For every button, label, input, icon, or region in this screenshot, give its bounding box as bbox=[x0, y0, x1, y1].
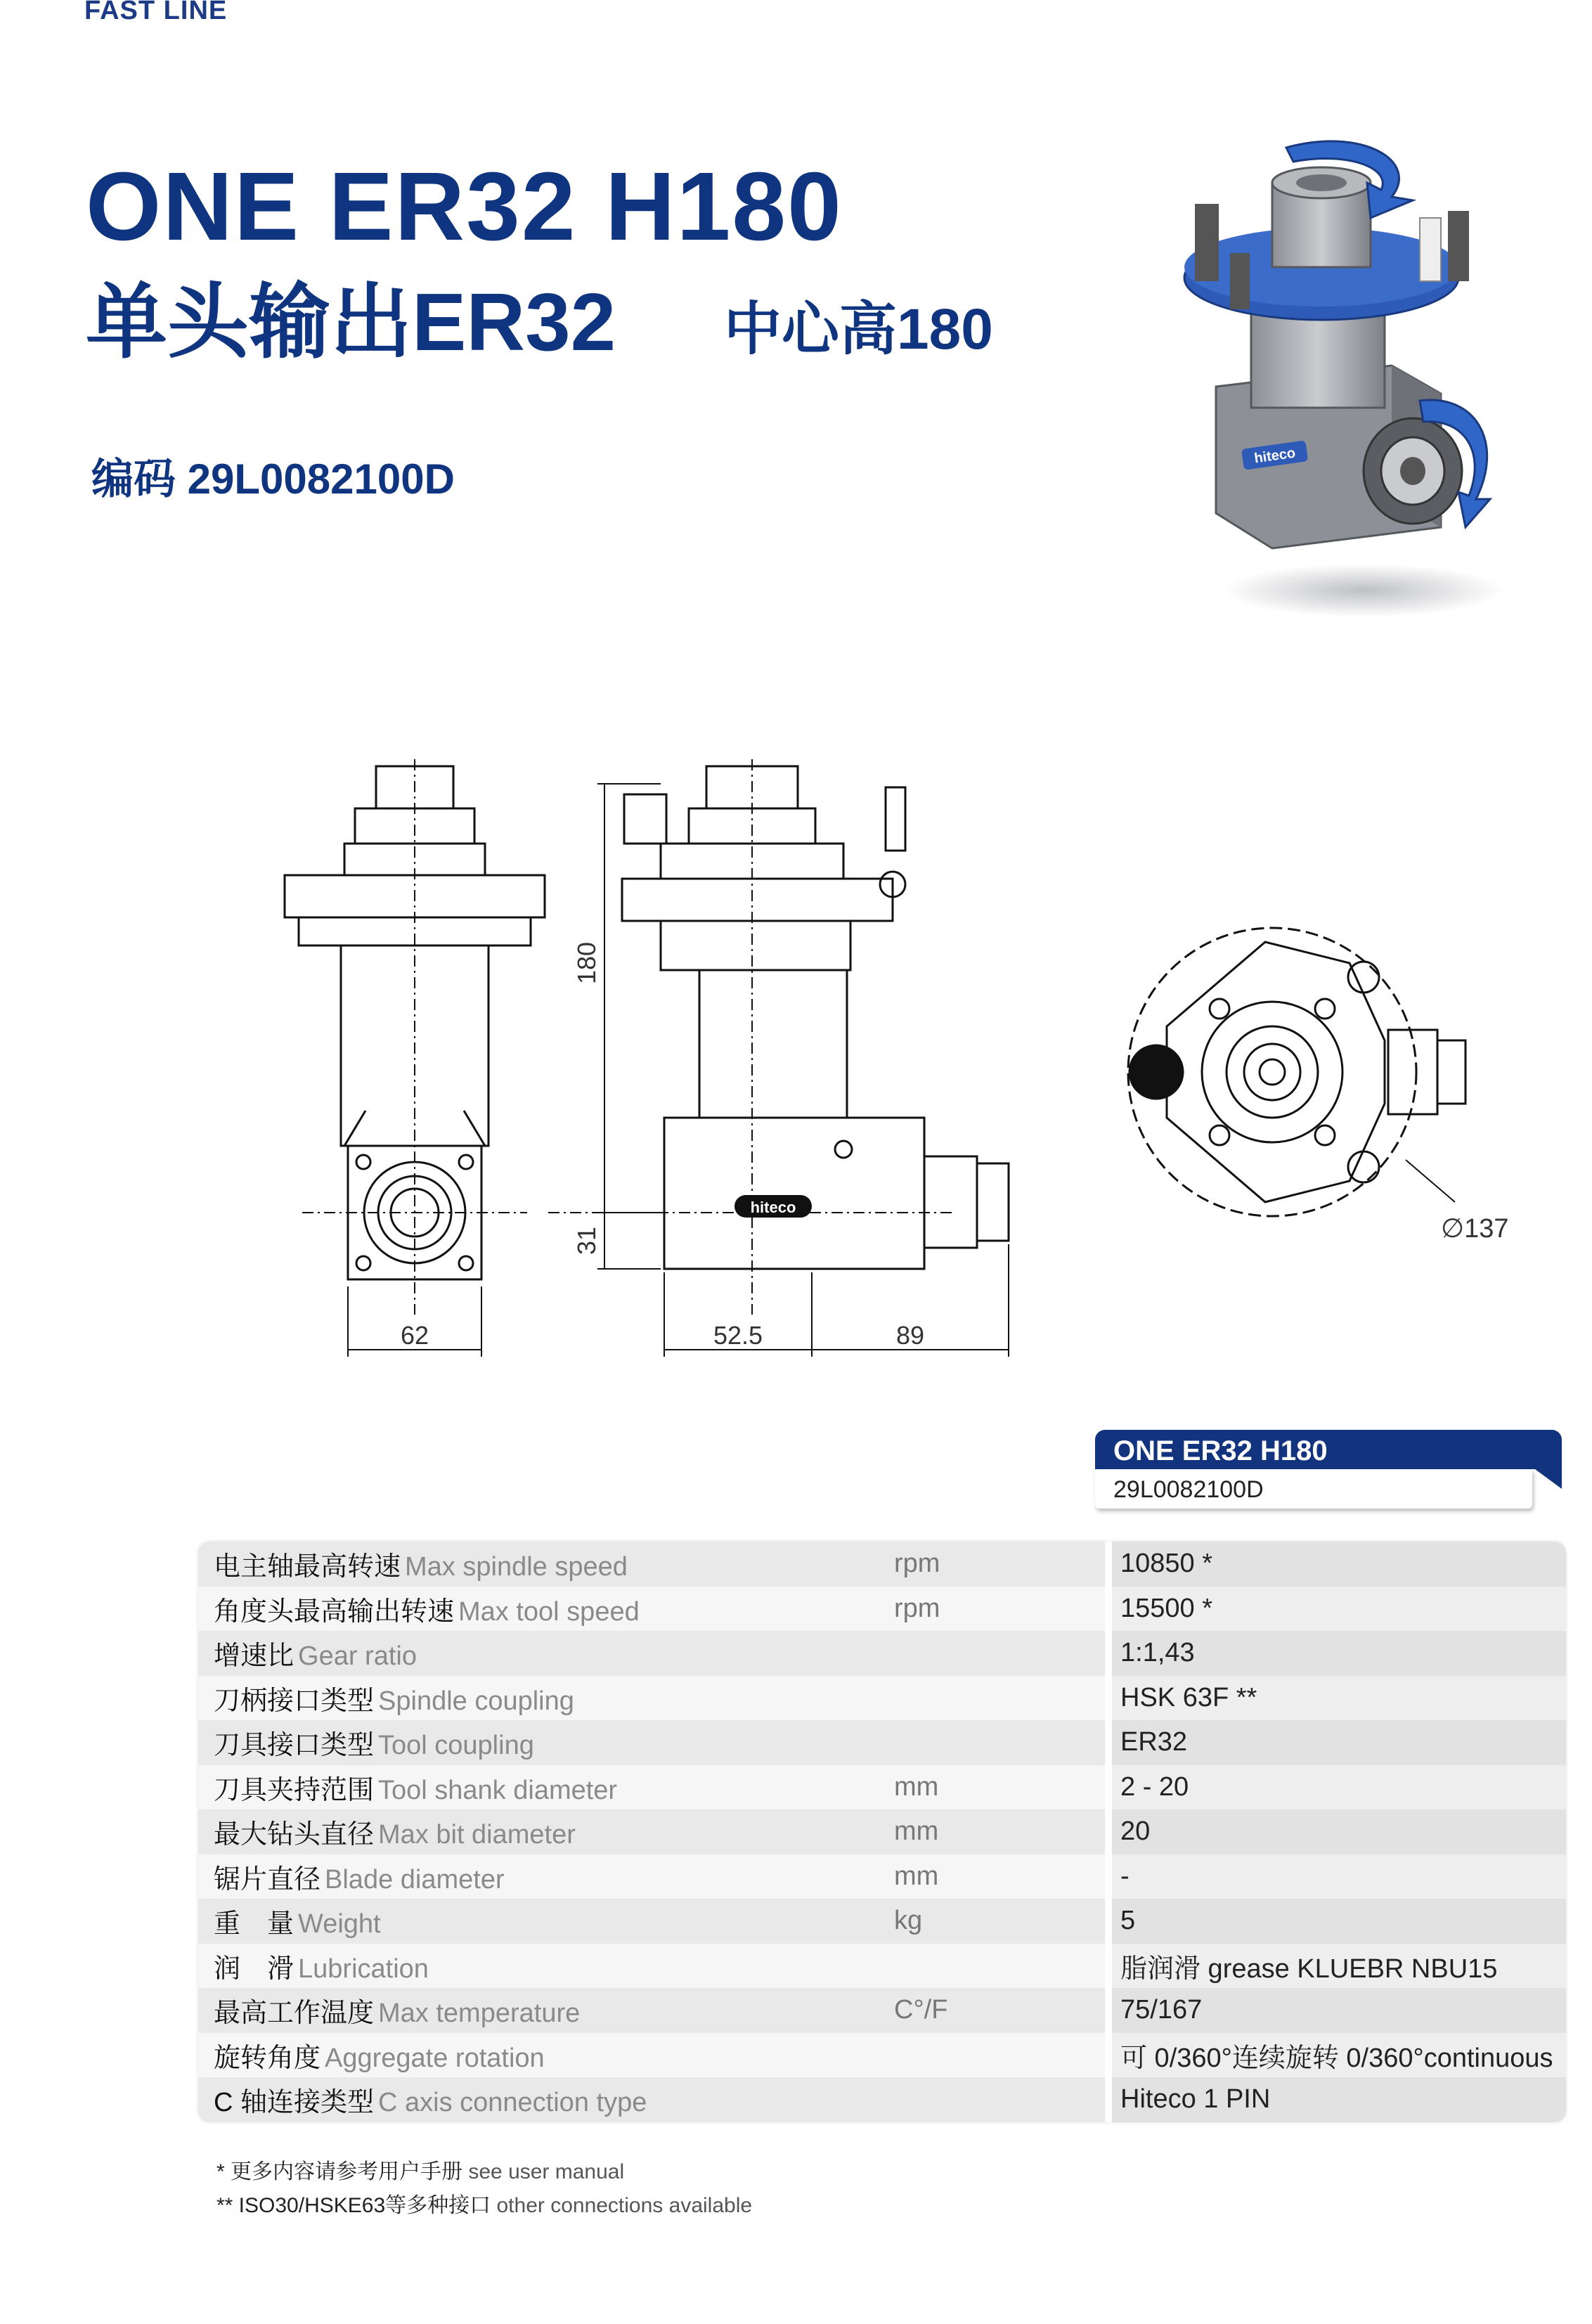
spec-value: 2 - 20 bbox=[1112, 1765, 1566, 1810]
spec-label-cn: 锯片直径 bbox=[214, 1864, 321, 1894]
spec-unit: C°/F bbox=[894, 1995, 948, 2025]
top-view bbox=[1128, 928, 1465, 1216]
spec-row-aggregate-rotation bbox=[198, 2033, 1566, 2078]
logo-text: hiteco bbox=[750, 1199, 796, 1216]
spec-label-en: Lubrication bbox=[298, 1954, 429, 1984]
spec-row-lubrication bbox=[198, 1944, 1566, 1989]
spec-label-cn: 角度头最高输出转速 bbox=[214, 1596, 455, 1627]
spec-value: ER32 bbox=[1112, 1720, 1566, 1765]
code-label: 编码 bbox=[91, 456, 176, 503]
dim-label-52-5: 52.5 bbox=[713, 1321, 763, 1350]
spec-label-en: C axis connection type bbox=[378, 2088, 647, 2118]
product-code-line bbox=[91, 458, 455, 501]
center-height-label: 中心高180 bbox=[724, 297, 993, 361]
spec-label-en: Tool coupling bbox=[378, 1731, 534, 1761]
badge-code: 29L0082100D bbox=[1113, 1476, 1264, 1503]
spec-unit: mm bbox=[894, 1816, 939, 1847]
spec-unit: rpm bbox=[894, 1593, 940, 1623]
dim-label-180: 180 bbox=[572, 941, 601, 984]
spec-label-cn: 刀具接口类型 bbox=[214, 1731, 375, 1761]
diameter-leader bbox=[1406, 1160, 1455, 1202]
spec-row-max-spindle-speed bbox=[198, 1542, 1566, 1587]
spec-value: 可 0/360°连续旋转 0/360°continuous bbox=[1112, 2033, 1566, 2078]
footnote bbox=[216, 2155, 752, 2189]
footnote-en: see user manual bbox=[468, 2160, 625, 2183]
spec-unit: rpm bbox=[894, 1549, 940, 1579]
spec-label-en: Blade diameter bbox=[325, 1864, 505, 1894]
spec-row-blade-diameter bbox=[198, 1854, 1566, 1899]
spec-value: 脂润滑 grease KLUEBR NBU15 bbox=[1112, 1944, 1566, 1989]
spec-value: 1:1,43 bbox=[1112, 1631, 1566, 1676]
product-title: ONE ER32 H180 bbox=[86, 153, 843, 261]
spec-label-cn: 刀具夹持范围 bbox=[214, 1775, 375, 1805]
spec-label-cn: 刀柄接口类型 bbox=[214, 1686, 375, 1716]
pin bbox=[1420, 218, 1441, 281]
product-image bbox=[1181, 134, 1511, 626]
spec-label-cn: 重 量 bbox=[214, 1909, 295, 1939]
dim-label-31: 31 bbox=[572, 1226, 601, 1255]
spec-value: HSK 63F ** bbox=[1112, 1676, 1566, 1721]
product-badge bbox=[1095, 1430, 1562, 1511]
spec-row-tool-shank-diameter bbox=[198, 1765, 1566, 1810]
spec-label-cn: 电主轴最高转速 bbox=[214, 1552, 401, 1582]
spec-row-tool-coupling bbox=[198, 1720, 1566, 1765]
spec-value: 75/167 bbox=[1112, 1988, 1566, 2033]
pin bbox=[1230, 253, 1250, 309]
dim-label-diameter: ∅137 bbox=[1441, 1214, 1509, 1244]
spec-label-cn: 增速比 bbox=[214, 1641, 295, 1672]
product-code: 29L0082100D bbox=[187, 456, 455, 503]
side-logo bbox=[734, 1195, 812, 1218]
spec-unit: kg bbox=[894, 1906, 923, 1936]
spec-table bbox=[198, 1542, 1566, 2122]
technical-drawing bbox=[267, 752, 1532, 1371]
dimension-180 bbox=[597, 784, 661, 1269]
spec-label-en: Tool shank diameter bbox=[378, 1775, 618, 1805]
spec-label-en: Max bit diameter bbox=[378, 1820, 576, 1850]
spec-label-cn: 润 滑 bbox=[214, 1954, 295, 1984]
footnote-cn: ** ISO30/HSKE63等多种接口 bbox=[216, 2194, 491, 2217]
spec-value: 10850 * bbox=[1112, 1542, 1566, 1587]
spec-value: - bbox=[1112, 1854, 1566, 1899]
spec-label-cn: 旋转角度 bbox=[214, 2043, 321, 2073]
spec-row-c-axis-connection bbox=[198, 2077, 1566, 2122]
spec-row-max-tool-speed bbox=[198, 1587, 1566, 1632]
spec-row-weight bbox=[198, 1899, 1566, 1944]
dim-label-89: 89 bbox=[895, 1321, 925, 1350]
footnote-cn: * 更多内容请参考用户手册 bbox=[216, 2160, 463, 2183]
spec-label-en: Max tool speed bbox=[458, 1596, 640, 1627]
pin bbox=[1448, 211, 1469, 281]
side-view bbox=[622, 766, 1009, 1269]
logo-text: hiteco bbox=[1253, 445, 1297, 467]
spec-unit: mm bbox=[894, 1861, 939, 1891]
badge-title: ONE ER32 H180 bbox=[1113, 1435, 1328, 1466]
spec-label-en: Max temperature bbox=[378, 1999, 581, 2029]
spec-label-en: Spindle coupling bbox=[378, 1686, 574, 1716]
footnotes bbox=[216, 2155, 752, 2223]
spec-label-en: Max spindle speed bbox=[405, 1552, 628, 1582]
spec-value: Hiteco 1 PIN bbox=[1112, 2077, 1566, 2122]
spec-label-en: Aggregate rotation bbox=[325, 2043, 545, 2073]
spec-row-gear-ratio bbox=[198, 1631, 1566, 1676]
spec-label-cn: C 轴连接类型 bbox=[214, 2088, 375, 2118]
series-label: FAST LINE bbox=[84, 0, 228, 25]
spec-unit: mm bbox=[894, 1771, 939, 1802]
dim-label-62: 62 bbox=[400, 1321, 429, 1350]
spec-label-cn: 最高工作温度 bbox=[214, 1999, 375, 2029]
spec-label-cn: 最大钻头直径 bbox=[214, 1820, 375, 1850]
spec-row-spindle-coupling bbox=[198, 1676, 1566, 1721]
spec-value: 15500 * bbox=[1112, 1587, 1566, 1632]
footnote bbox=[216, 2189, 752, 2223]
spec-value: 5 bbox=[1112, 1899, 1566, 1944]
shadow-shape bbox=[1223, 564, 1504, 617]
spec-row-max-bit-diameter bbox=[198, 1809, 1566, 1854]
spec-label-en: Gear ratio bbox=[298, 1641, 417, 1672]
pin bbox=[1195, 204, 1219, 281]
spec-value: 20 bbox=[1112, 1809, 1566, 1854]
spec-row-max-temperature bbox=[198, 1988, 1566, 2033]
product-title-cn: 单头输出ER32 bbox=[86, 276, 616, 368]
footnote-en: other connections available bbox=[496, 2194, 753, 2217]
spec-label-en: Weight bbox=[298, 1909, 381, 1939]
